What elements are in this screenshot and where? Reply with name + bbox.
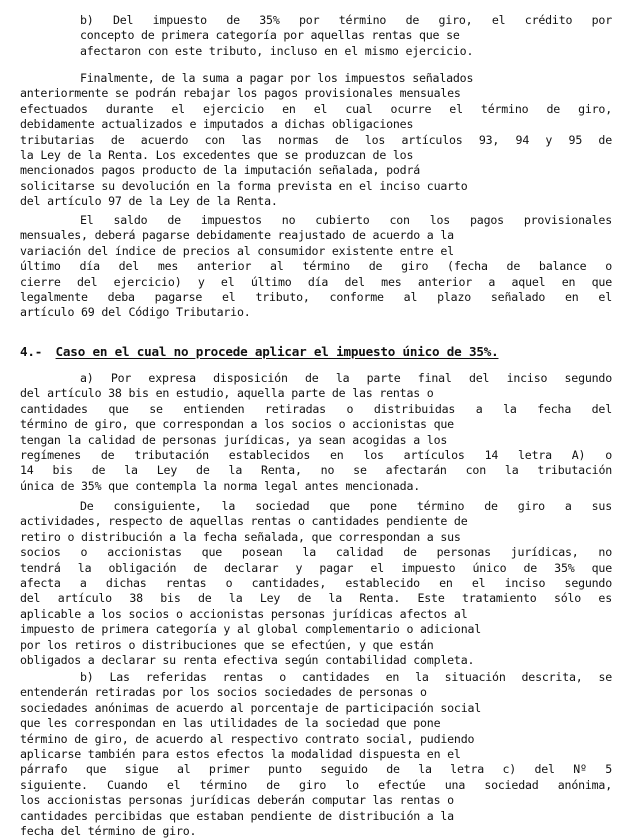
text-line: cantidades percibidas que estaban pendiente de distribución a la [20, 808, 454, 823]
text-line: debidamente actualizados e imputados a dichas obligaciones [20, 117, 414, 132]
text-line: legalmente deba pagarse el tributo, conforme al plazo señalado en el [20, 290, 612, 305]
text-line: la Ley de la Renta. Los excedentes que se produzcan de los [20, 148, 414, 163]
text-line: De consiguiente, la sociedad que pone término de giro a sus [80, 499, 612, 513]
text-line: impuesto de primera categoría y al global complementario o adicional [20, 622, 482, 637]
text-line: b) Las referidas rentas o cantidades en la situación descrita, se [80, 670, 612, 684]
paragraph-finalmente [20, 71, 612, 210]
text-line: El saldo de impuestos no cubierto con los pagos provisionales [80, 213, 612, 227]
text-line: cantidades que se entienden retiradas o distribuidas a la fecha del [20, 401, 612, 416]
text-line: efectuados durante el ejercicio en el cual ocurre el término de giro, [20, 101, 612, 116]
text-line: Finalmente, de la suma a pagar por los impuestos señalados [80, 71, 474, 85]
paragraph-consiguiente [20, 499, 612, 668]
paragraph-b-credit [80, 13, 612, 59]
paragraph-a [20, 371, 612, 494]
text-line: último día del mes anterior al término de giro (fecha de balance o [20, 259, 612, 274]
text-line: término de giro, que correspondan a los socios o accionistas que [20, 417, 454, 432]
text-line: artículo 69 del Código Tributario. [20, 305, 251, 320]
text-line: del artículo 38 bis de la Ley de la Renta. Este tratamiento sólo es [20, 591, 612, 606]
text-line: los accionistas personas jurídicas deberán computar las rentas o [20, 793, 454, 808]
text-line: del artículo 97 de la Ley de la Renta. [20, 194, 278, 209]
text-line: b) Del impuesto de 35% por término de giro, el crédito por [80, 13, 612, 27]
text-line: siguiente. Cuando el término de giro lo efectúe una sociedad anónima, [20, 777, 612, 792]
text-line: que les correspondan en las utilidades de la sociedad que pone [20, 716, 441, 731]
text-line: sociedades anónimas de acuerdo al porcentaje de participación social [20, 700, 482, 715]
section-number: 4.- [20, 344, 43, 359]
text-line: solicitarse su devolución en la forma prevista en el inciso cuarto [20, 178, 468, 193]
text-line: tributarias de acuerdo con las normas de los artículos 93, 94 y 95 de [20, 132, 612, 147]
paragraph-saldo [20, 213, 612, 321]
text-line: mensuales, deberá pagarse debidamente reajustado de acuerdo a la [20, 228, 454, 243]
text-line: cierre del ejercicio) y el último día del mes anterior a aquel en que [20, 274, 612, 289]
text-line: única de 35% que contempla la norma legal antes mencionada. [20, 478, 421, 493]
text-line: fecha del término de giro. [20, 824, 197, 839]
text-line: concepto de primera categoría por aquellas rentas que se [80, 28, 460, 43]
text-line: entenderán retiradas por los socios sociedades de personas o [20, 685, 427, 700]
text-line: 14 bis de la Ley de la Renta, no se afectarán con la tributación [20, 463, 612, 478]
section-heading-4 [20, 344, 498, 359]
text-line: término de giro, de acuerdo al respectivo contrato social, pudiendo [20, 731, 475, 746]
text-line: por los retiros o distribuciones que se efectúen, y que están [20, 637, 434, 652]
paragraph-b-referidas [20, 670, 612, 839]
text-line: tendrá la obligación de declarar y pagar el impuesto único de 35% que [20, 560, 612, 575]
text-line: regímenes de tributación establecidos en los artículos 14 letra A) o [20, 448, 612, 463]
text-line: tengan la calidad de personas jurídicas, ya sean acogidas a los [20, 432, 448, 447]
text-line: afecta a dichas rentas o cantidades, establecido en el inciso segundo [20, 576, 612, 591]
text-line: actividades, respecto de aquellas rentas o cantidades pendiente de [20, 514, 468, 529]
text-line: socios o accionistas que posean la calidad de personas jurídicas, no [20, 545, 612, 560]
text-line: a) Por expresa disposición de la parte final del inciso segundo [80, 371, 612, 385]
text-line: párrafo que sigue al primer punto seguido de la letra c) del Nº 5 [20, 762, 612, 777]
text-line: obligados a declarar su renta efectiva según contabilidad completa. [20, 653, 475, 668]
text-line: afectaron con este tributo, incluso en el mismo ejercicio. [80, 43, 474, 58]
text-line: anteriormente se podrán rebajar los pagos provisionales mensuales [20, 86, 461, 101]
text-line: aplicarse también para estos efectos la modalidad dispuesta en el [20, 747, 461, 762]
text-line: variación del índice de precios al consumidor existente entre el [20, 243, 454, 258]
text-line: retiro o distribución a la fecha señalada, que correspondan a sus [20, 529, 461, 544]
text-line: del artículo 38 bis en estudio, aquella parte de las rentas o [20, 386, 434, 401]
text-line: mencionados pagos producto de la imputación señalada, podrá [20, 163, 421, 178]
section-title: Caso en el cual no procede aplicar el impuesto único de 35%. [55, 344, 499, 359]
text-line: aplicable a los socios o accionistas personas jurídicas afectos al [20, 606, 468, 621]
